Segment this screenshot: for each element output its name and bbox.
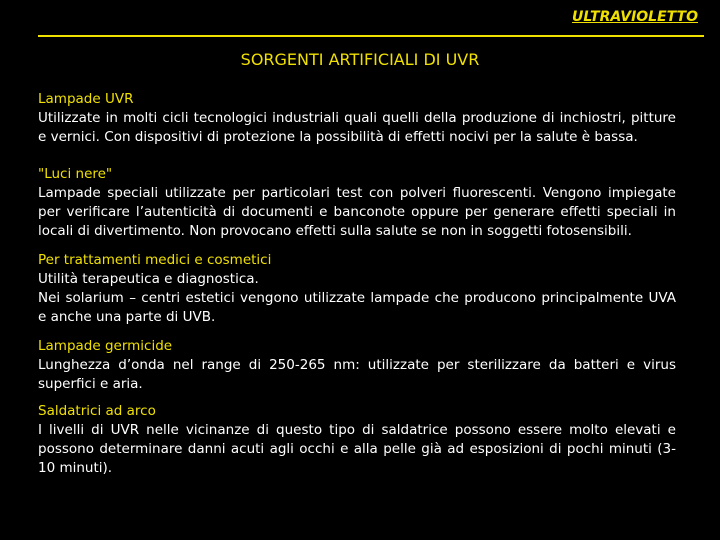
section-title: Per trattamenti medici e cosmetici (38, 252, 272, 268)
section-title: Lampade germicide (38, 338, 173, 354)
section-title: "Luci nere" (38, 166, 113, 182)
section-paragraph: Lampade speciali utilizzate per particolari test con polveri fluorescenti. Vengono impiegate per verificare l’autenticità di documenti e banconote oppure per generare effetti speciali in locali di divertimento. Non provocano effetti sulla salute se non in soggetti fotosensibili. (38, 185, 676, 239)
section-paragraph: Utilizzate in molti cicli tecnologici industriali quali quelli della produzione di inchiostri, pitture e vernici. Con dispositivi di protezione la possibilità di effetti nocivi per la salute è bassa. (38, 110, 676, 145)
section-title: Lampade UVR (38, 91, 134, 107)
section-text (38, 184, 676, 241)
section-text (38, 356, 676, 394)
section-trattamenti (38, 251, 676, 327)
section-text (38, 421, 676, 478)
section-paragraph: I livelli di UVR nelle vicinanze di questo tipo di saldatrice possono essere molto elevati e possono determinare danni acuti agli occhi e alla pelle già ad esposizioni di pochi minuti (3-10 minuti). (38, 422, 676, 476)
section-paragraph: Utilità terapeutica e diagnostica. (38, 271, 259, 287)
section-paragraph: Nei solarium – centri estetici vengono utilizzate lampade che producono principalmente UVA e anche una parte di UVB. (38, 290, 676, 325)
section-text (38, 270, 676, 327)
header-title: ULTRAVIOLETTO (572, 9, 698, 25)
section-saldatrici (38, 402, 676, 478)
section-germicide (38, 337, 676, 394)
section-paragraph: Lunghezza d’onda nel range di 250-265 nm: utilizzate per sterilizzare da batteri e virus superfici e aria. (38, 357, 676, 392)
section-luci-nere (38, 165, 676, 241)
header-divider (38, 35, 704, 37)
section-lampade-uvr (38, 90, 676, 147)
content-area (38, 90, 676, 478)
slide-title: SORGENTI ARTIFICIALI DI UVR (240, 50, 480, 69)
section-title: Saldatrici ad arco (38, 403, 156, 419)
section-text (38, 109, 676, 147)
